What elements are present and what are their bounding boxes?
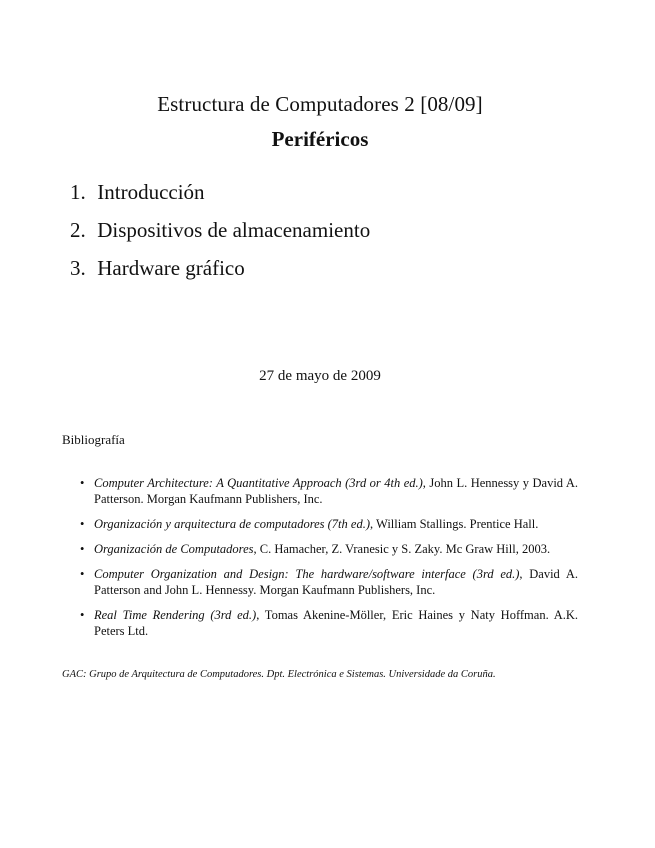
bibliography-item xyxy=(78,516,578,532)
book-title: Organización de Computadores xyxy=(94,542,254,556)
footer-affiliation: GAC: Grupo de Arquitectura de Computadores. Dpt. Electrónica e Sistemas. Universidade da Coruña. xyxy=(62,669,496,680)
toc-item xyxy=(70,178,370,216)
bullet-icon: • xyxy=(80,608,85,622)
book-details: , David A. Patterson and John L. Hennessy. Morgan Kaufmann Publishers, Inc. xyxy=(94,567,578,597)
bullet-icon: • xyxy=(80,542,85,556)
book-details: , Tomas Akenine-Möller, Eric Haines y Naty Hoffman. A.K. Peters Ltd. xyxy=(94,608,578,638)
bullet-icon: • xyxy=(80,517,85,531)
bibliography-item xyxy=(78,541,578,557)
toc-item-label: Dispositivos de almacenamiento xyxy=(97,218,371,242)
toc-item-number: 2. xyxy=(70,218,86,242)
bibliography-list xyxy=(78,475,578,648)
bibliography-item xyxy=(78,475,578,507)
document-title: Periféricos xyxy=(271,127,369,151)
toc-item xyxy=(70,216,370,254)
book-title: Computer Architecture: A Quantitative Approach (3rd or 4th ed.) xyxy=(94,476,423,490)
book-details: , John L. Hennessy y David A. Patterson. Morgan Kaufmann Publishers, Inc. xyxy=(94,476,578,506)
bibliography-heading: Bibliografía xyxy=(62,432,125,447)
bullet-icon: • xyxy=(80,567,85,581)
book-title: Organización y arquitectura de computadores (7th ed.) xyxy=(94,517,370,531)
bullet-icon: • xyxy=(80,476,85,490)
course-title: Estructura de Computadores 2 [08/09] xyxy=(157,92,483,116)
book-details: , C. Hamacher, Z. Vranesic y S. Zaky. Mc Graw Hill, 2003. xyxy=(253,542,551,556)
document-date: 27 de mayo de 2009 xyxy=(259,368,381,384)
bibliography-item xyxy=(78,607,578,639)
toc-item-number: 1. xyxy=(70,180,86,204)
book-details: , William Stallings. Prentice Hall. xyxy=(370,517,539,531)
book-title: Computer Organization and Design: The hardware/software interface (3rd ed.) xyxy=(94,567,520,581)
book-title: Real Time Rendering (3rd ed.) xyxy=(94,608,257,622)
table-of-contents xyxy=(70,178,370,292)
bibliography-item xyxy=(78,566,578,598)
toc-item-label: Introducción xyxy=(97,180,205,204)
toc-item xyxy=(70,254,370,292)
toc-item-number: 3. xyxy=(70,256,86,280)
toc-item-label: Hardware gráfico xyxy=(97,256,245,280)
